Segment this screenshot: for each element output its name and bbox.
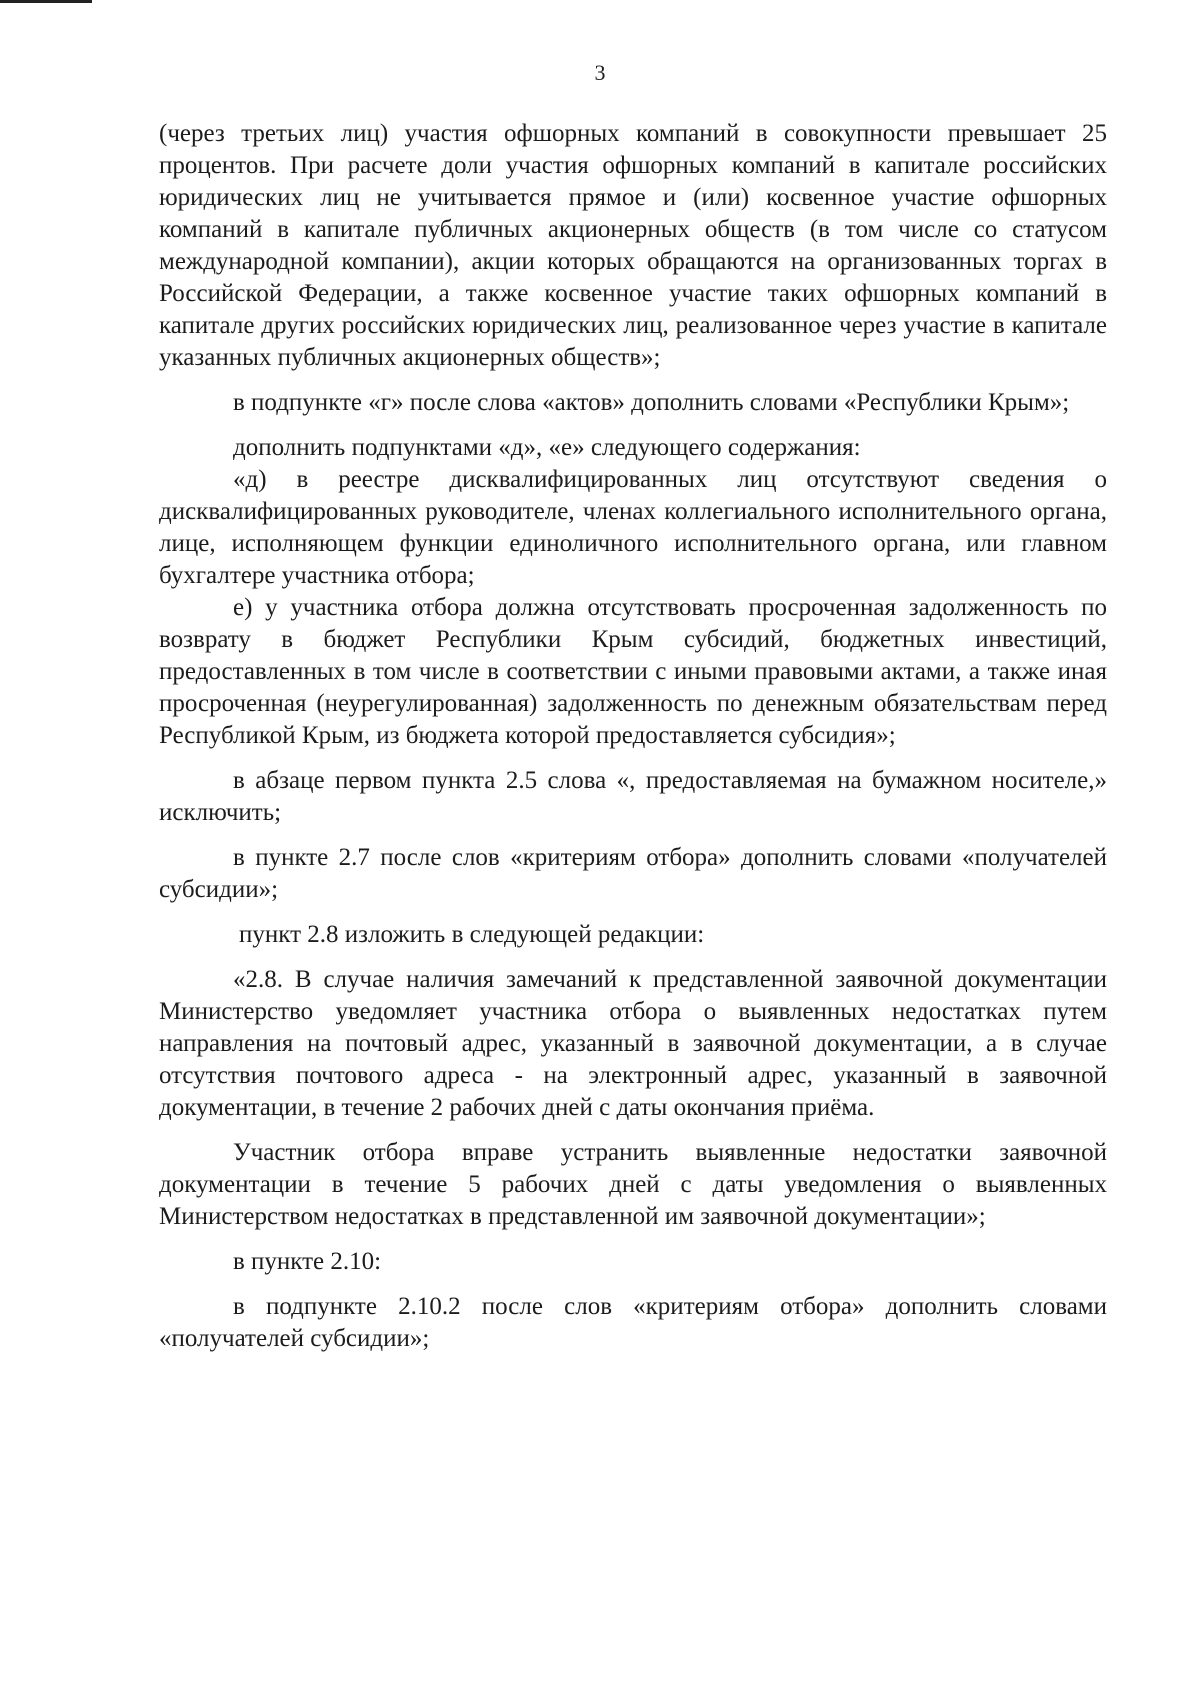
- document-body: [159, 118, 1107, 1355]
- paragraph-subitem-g: в подпункте «г» после слова «актов» дополнить словами «Республики Крым»;: [233, 389, 1070, 416]
- scan-edge-mark: [0, 0, 92, 3]
- paragraph-subitem-e: е) у участника отбора должна отсутствовать просроченная задолженность по возврату в бюджет Республики Крым субсидий, бюджетных инвестиций, предоставленных в том числе в соответствии с иными правовыми актами, а также иная просроченная (неурегулированная) задолженность по денежным обязательствам перед Республикой Крым, из бюджета которой предоставляется субсидия»;: [159, 594, 1107, 749]
- paragraph-offshore-participation: (через третьих лиц) участия офшорных компаний в совокупности превышает 25 процентов. При расчете доли участия офшорных компаний в капитале российских юридических лиц не учитывается прямое и (или) косвенное участие офшорных компаний в капитале публичных акционерных обществ (в том числе со статусом международной компании), акции которых обращаются на организованных торгах в Российской Федерации, а также косвенное участие таких офшорных компаний в капитале других российских юридических лиц, реализованное через участие в капитале указанных публичных акционерных обществ»;: [159, 120, 1107, 371]
- paragraph-item-2-8-intro: пункт 2.8 изложить в следующей редакции:: [239, 921, 705, 948]
- paragraph-item-2-7: в пункте 2.7 после слов «критериям отбора» дополнить словами «получателей субсидии»;: [159, 844, 1107, 903]
- paragraph-item-2-8-text: «2.8. В случае наличия замечаний к представленной заявочной документации Министерство уведомляет участника отбора о выявленных недостатках путем направления на почтовый адрес, указанный в заявочной документации, а в случае отсутствия почтового адреса - на электронный адрес, указанный в заявочной документации, в течение 2 рабочих дней с даты окончания приёма.: [159, 966, 1107, 1121]
- page-number: 3: [594, 60, 606, 85]
- paragraph-subitem-2-10-2: в подпункте 2.10.2 после слов «критериям отбора» дополнить словами «получателей субсидии»;: [159, 1293, 1107, 1352]
- paragraph-participant-rights: Участник отбора вправе устранить выявленные недостатки заявочной документации в течение 5 рабочих дней с даты уведомления о выявленных Министерством недостатках в представленной им заявочной документации»;: [159, 1139, 1107, 1230]
- paragraph-item-2-10: в пункте 2.10:: [233, 1248, 382, 1275]
- paragraph-item-2-5: в абзаце первом пункта 2.5 слова «, предоставляемая на бумажном носителе,» исключить;: [159, 767, 1107, 826]
- paragraph-subitem-d: «д) в реестре дисквалифицированных лиц отсутствуют сведения о дисквалифицированных руководителе, членах коллегиального исполнительного органа, лице, исполняющем функции единоличного исполнительного органа, или главном бухгалтере участника отбора;: [159, 466, 1107, 589]
- paragraph-add-subitems: дополнить подпунктами «д», «е» следующего содержания:: [233, 434, 861, 461]
